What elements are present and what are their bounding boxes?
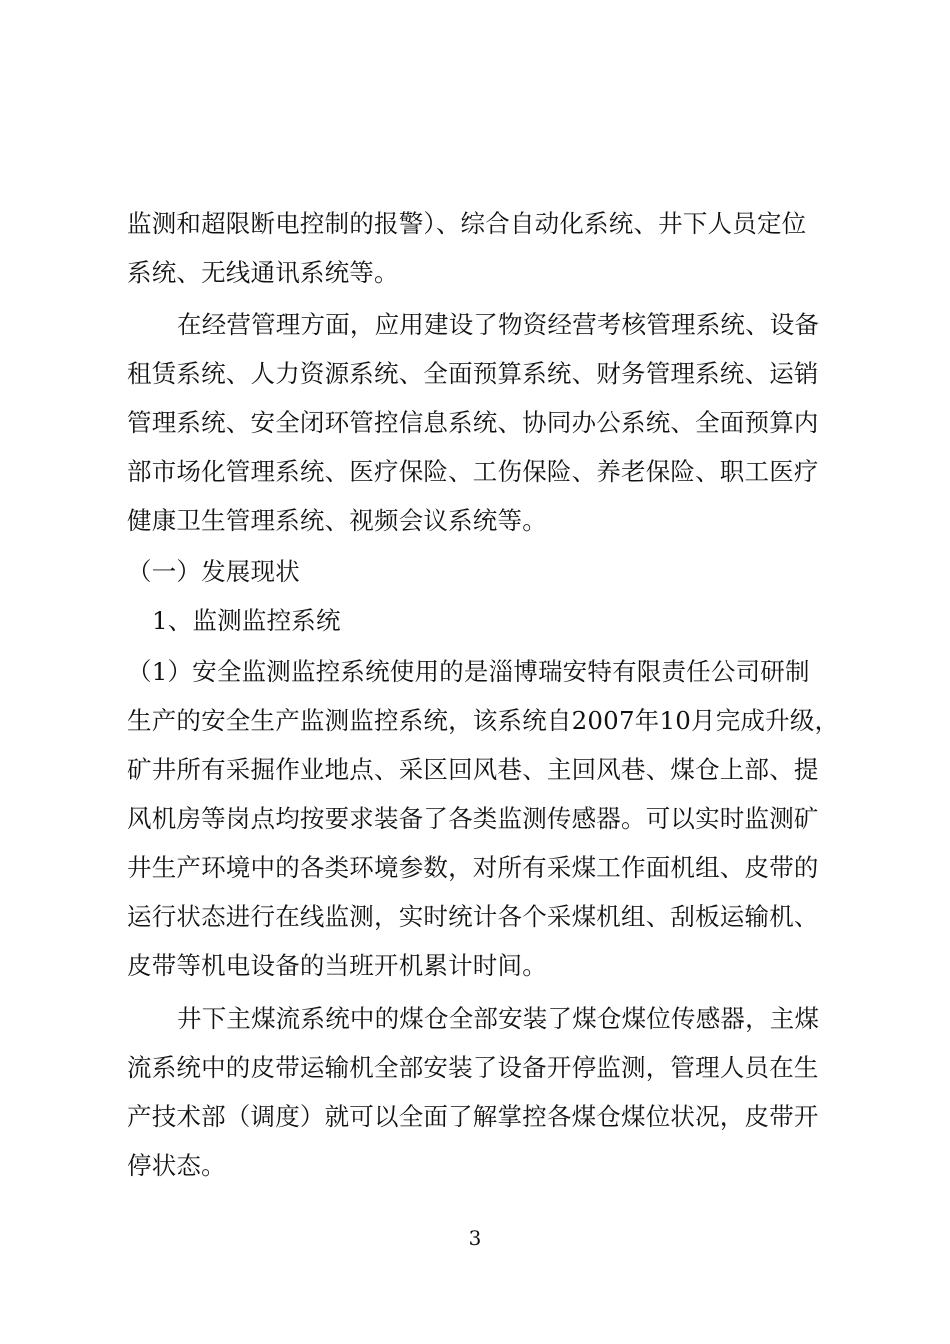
text-line: （1）安全监测监控系统使用的是淄博瑞安特有限责任公司研制 (127, 657, 810, 686)
text-line: 矿井所有采掘作业地点、采区回风巷、主回风巷、煤仓上部、提 (127, 755, 819, 784)
text-line: 产技术部（调度）就可以全面了解掌控各煤仓煤位状况，皮带开 (127, 1102, 819, 1131)
text-line: 停状态。 (127, 1151, 226, 1180)
text-line: 租赁系统、人力资源系统、全面预算系统、财务管理系统、运销 (127, 359, 819, 388)
text-line: 生产的安全生产监测监控系统，该系统自2007年10月完成升级， (127, 706, 840, 735)
text-line: 井生产环境中的各类环境参数，对所有采煤工作面机组、皮带的 (127, 853, 819, 882)
text-line: 皮带等机电设备的当班开机累计时间。 (127, 951, 547, 980)
text-line: 流系统中的皮带运输机全部安装了设备开停监测，管理人员在生 (127, 1053, 819, 1082)
text-line: 在经营管理方面，应用建设了物资经营考核管理系统、设备 (177, 310, 820, 339)
text-line: 管理系统、安全闭环管控信息系统、协同办公系统、全面预算内 (127, 408, 819, 437)
text-line: 风机房等岗点均按要求装备了各类监测传感器。可以实时监测矿 (127, 804, 819, 833)
text-line: 井下主煤流系统中的煤仓全部安装了煤仓煤位传感器，主煤 (177, 1004, 820, 1033)
text-line: 系统、无线通讯系统等。 (127, 258, 399, 287)
text-line: 运行状态进行在线监测，实时统计各个采煤机组、刮板运输机、 (127, 902, 819, 931)
text-line: 部市场化管理系统、医疗保险、工伤保险、养老保险、职工医疗 (127, 457, 819, 486)
page-number: 3 (468, 1226, 482, 1250)
text-line: 健康卫生管理系统、视频会议系统等。 (127, 506, 547, 535)
section-heading: （一）发展现状 (127, 557, 300, 586)
text-line: 监测和超限断电控制的报警）、综合自动化系统、井下人员定位 (127, 209, 807, 238)
subsection-heading: 1、监测监控系统 (152, 606, 341, 635)
